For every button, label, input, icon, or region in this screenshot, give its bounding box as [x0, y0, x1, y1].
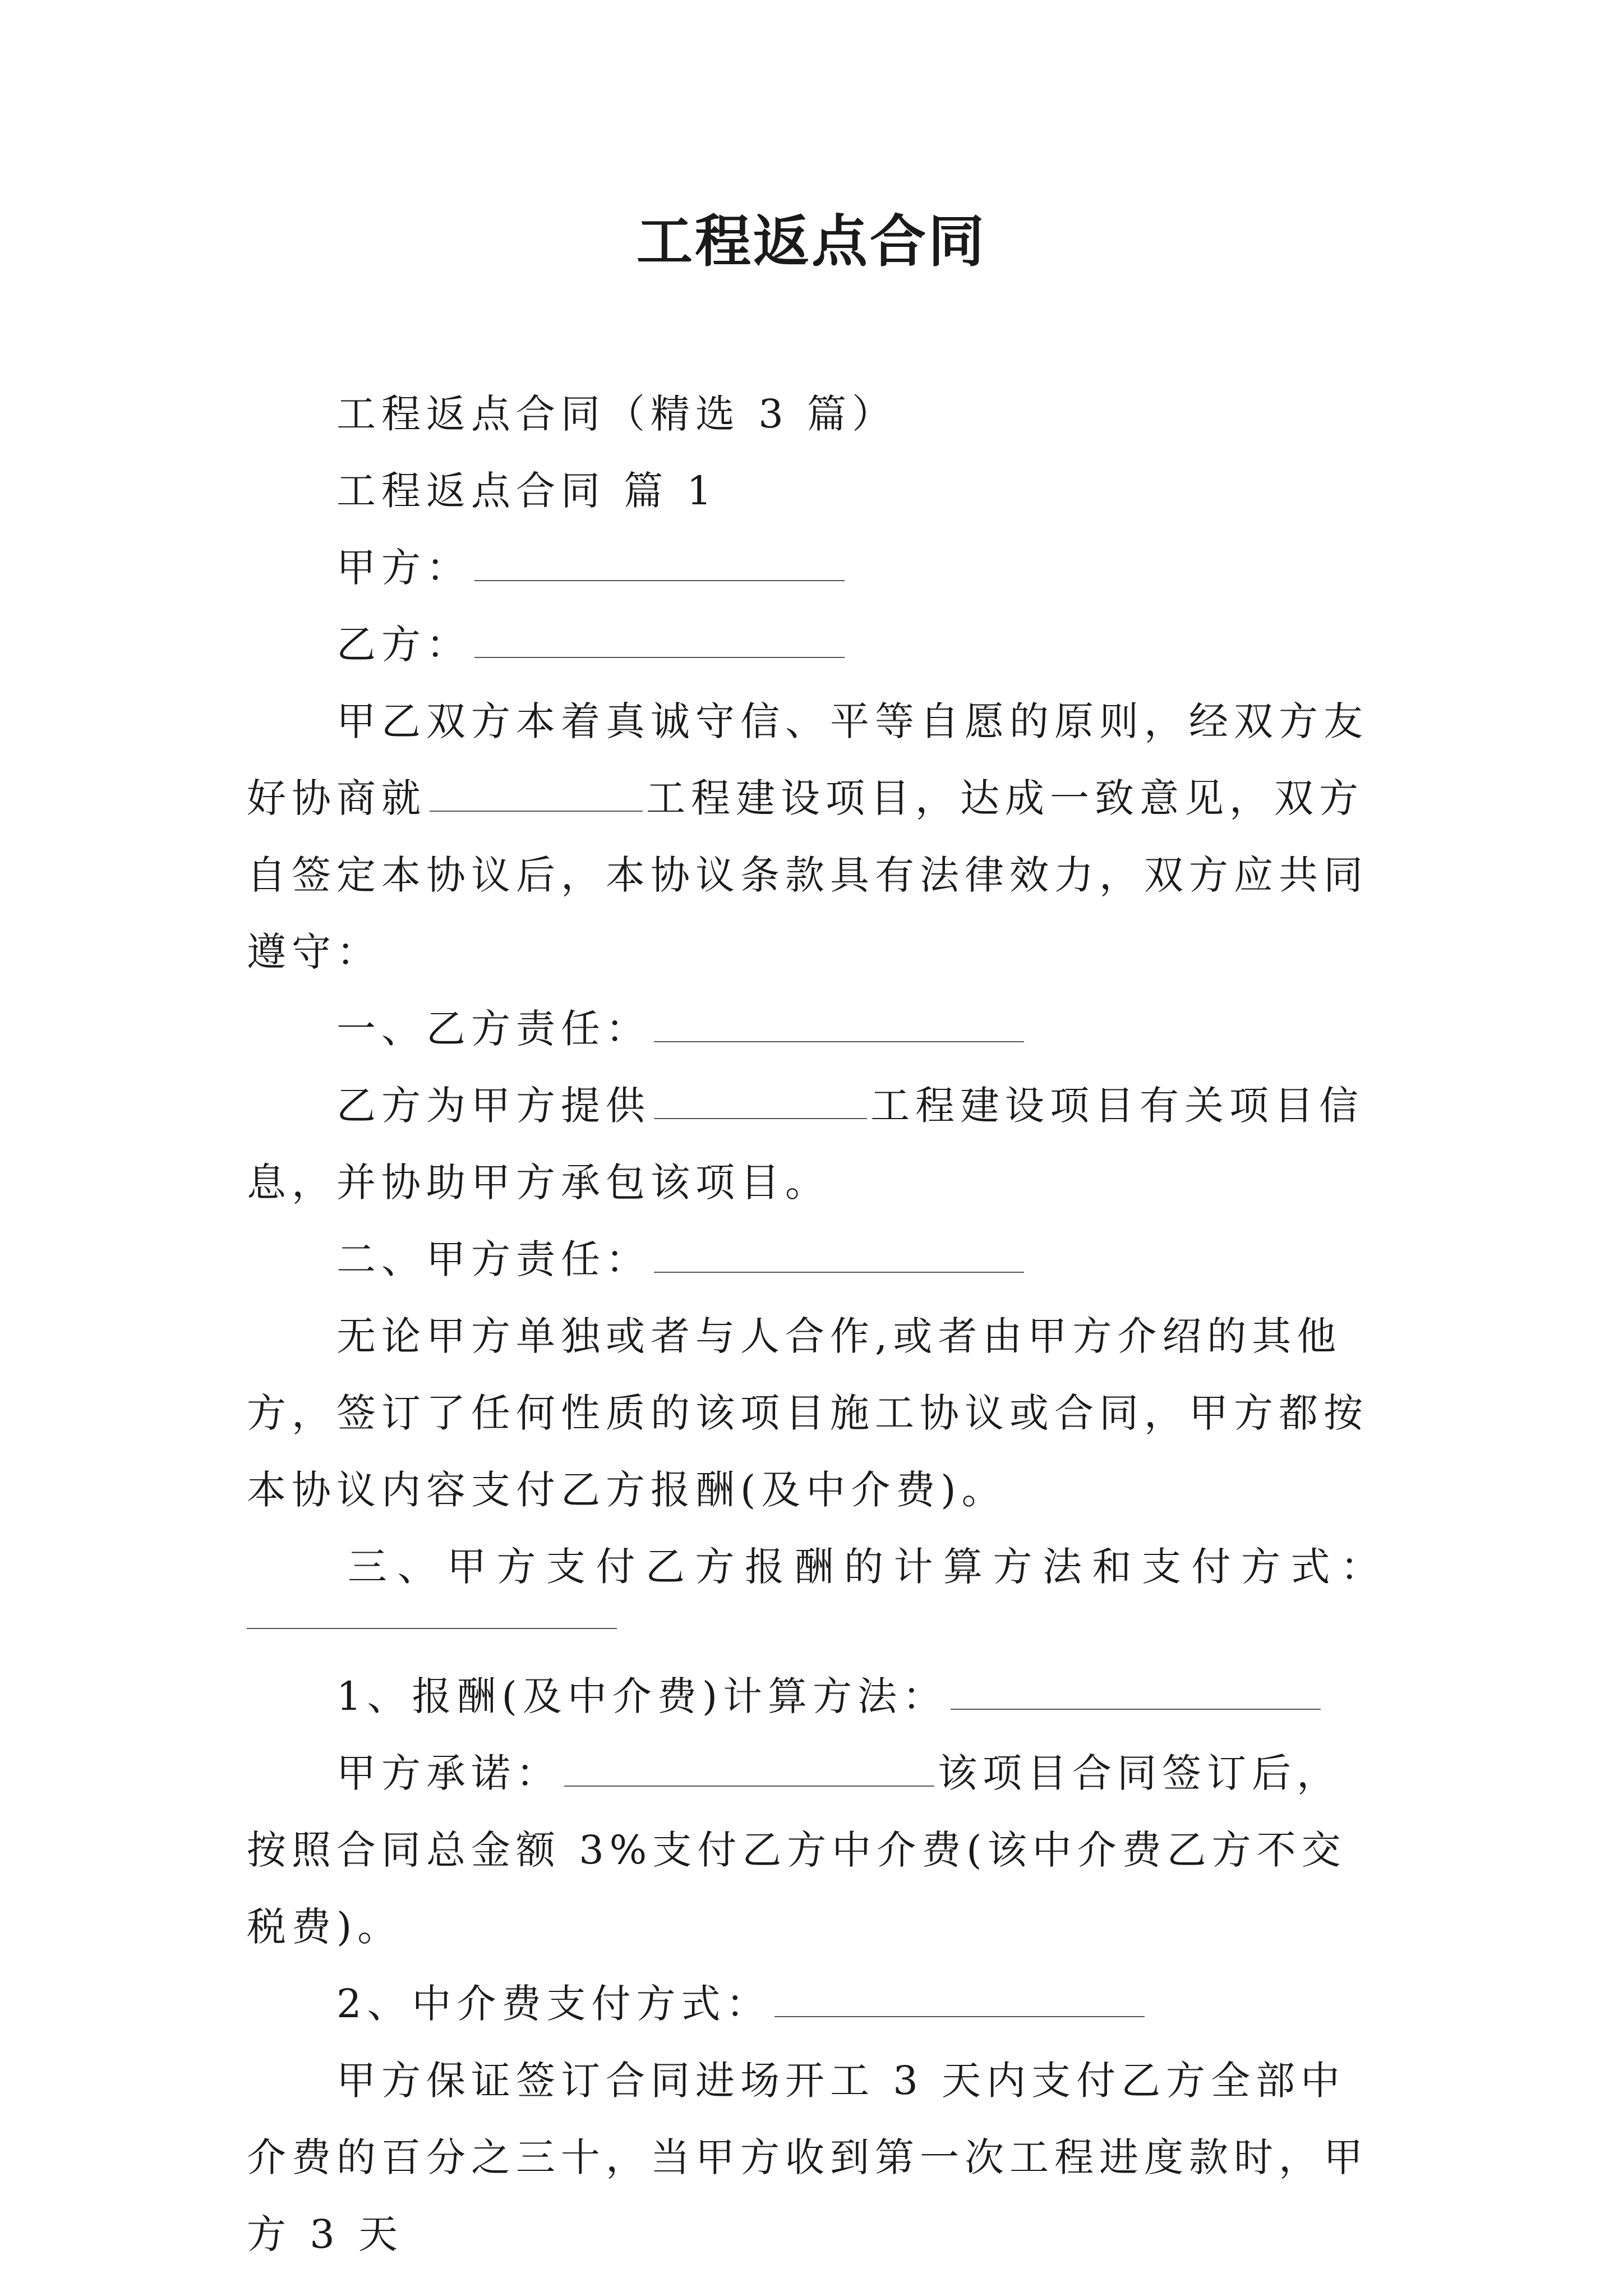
clause3-item1-promise-blank — [564, 1783, 934, 1787]
clause2-heading-line — [247, 1221, 1385, 1298]
clause3-item1-heading: 1、报酬(及中介费)计算方法： — [336, 1673, 948, 1719]
party-b-label: 乙方： — [336, 622, 471, 668]
clause3-item2-blank — [774, 2014, 1145, 2017]
clause1-text-part1: 乙方为甲方提供 — [336, 1083, 651, 1129]
section-heading: 工程返点合同 篇 1 — [336, 468, 718, 514]
clause1-heading: 一、乙方责任： — [336, 1006, 651, 1052]
clause1-paragraph — [247, 1068, 1385, 1221]
clause1-text-part2: 工程建设项目有关项目信息，并协助甲方承包该项目。 — [247, 1083, 1364, 1205]
intro-text-part1: 甲乙双方本着真诚守信、平等自愿的原则，经双方友好协商就 — [247, 698, 1368, 821]
clause3-item2-paragraph: 甲方保证签订合同进场开工 3 天内支付乙方全部中介费的百分之三十，当甲方收到第一次工程进度款时，甲方 3 天 — [247, 2058, 1368, 2257]
document-body — [247, 376, 1385, 2273]
clause3-heading: 三、甲方支付乙方报酬的计算方法和支付方式： — [348, 1544, 1385, 1590]
intro-paragraph — [247, 683, 1385, 991]
clause2-paragraph: 无论甲方单独或者与人合作,或者由甲方介绍的其他方，签订了任何性质的该项目施工协议或合同，甲方都按本协议内容支付乙方报酬(及中介费)。 — [247, 1313, 1368, 1513]
clause1-blank — [654, 1039, 1024, 1042]
project-name-blank — [430, 808, 643, 812]
clause2-blank — [654, 1269, 1024, 1273]
intro-text-part2: 工程建设项目，达成一致意见，双方自签定本协议后，本协议条款具有法律效力，双方应共同遵守： — [247, 775, 1368, 975]
party-a-label: 甲方： — [336, 545, 471, 591]
document-subtitle: 工程返点合同（精选 3 篇） — [336, 391, 897, 437]
party-b-line — [247, 606, 1385, 683]
party-a-blank — [474, 578, 845, 581]
clause3-item1-blank — [951, 1706, 1321, 1710]
clause3-item1-text-part2: 该项目合同签订后，按照合同总金额 3%支付乙方中介费(该中介费乙方不交税费)。 — [247, 1750, 1347, 1950]
clause2-heading: 二、甲方责任： — [336, 1236, 651, 1282]
clause1-project-blank — [654, 1116, 867, 1119]
party-a-line — [247, 530, 1385, 606]
clause3-item1-heading-line — [247, 1658, 1385, 1735]
clause3-item2-heading-line — [247, 1966, 1385, 2042]
clause3-item1-paragraph — [247, 1735, 1385, 1966]
document-title: 工程返点合同 — [637, 208, 986, 274]
clause3-blank — [247, 1626, 617, 1629]
party-b-blank — [474, 655, 845, 658]
clause3-item2-heading: 2、中介费支付方式： — [336, 1981, 771, 2027]
clause1-heading-line — [247, 991, 1385, 1068]
clause3-item1-text-part1: 甲方承诺： — [336, 1750, 561, 1796]
